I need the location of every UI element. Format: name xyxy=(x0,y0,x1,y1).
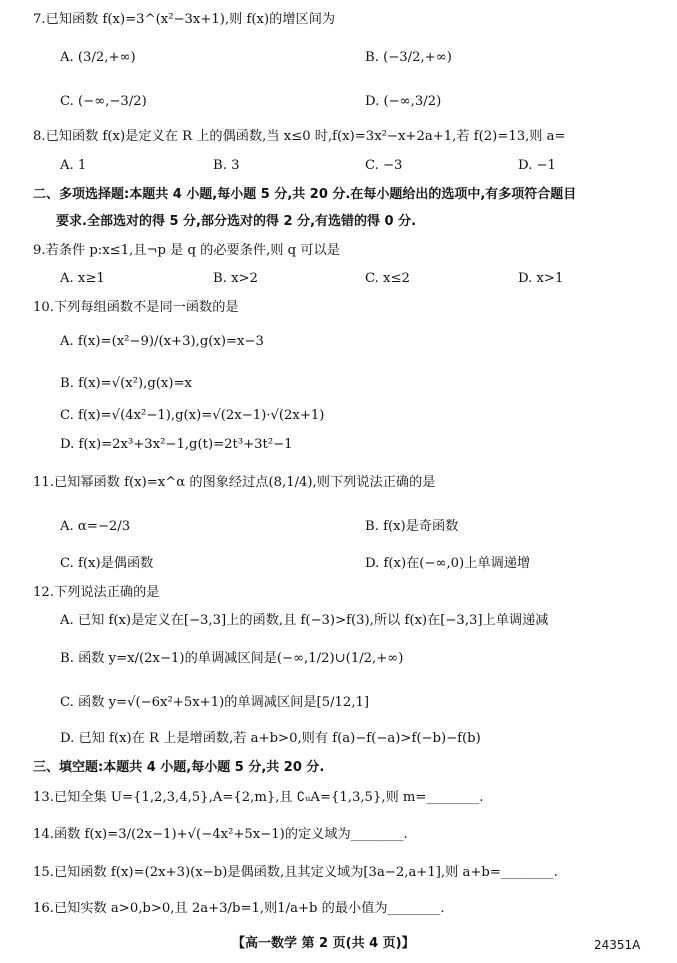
q11-option-c: C. f(x)是偶函数 xyxy=(60,556,154,571)
q12-option-b: B. 函数 y=x/(2x−1)的单调减区间是(−∞,1/2)∪(1/2,+∞) xyxy=(60,651,404,666)
q10-option-a: A. f(x)=(x²−9)/(x+3),g(x)=x−3 xyxy=(60,334,264,349)
q7-option-a: A. (3/2,+∞) xyxy=(60,50,136,65)
q12-stem: 12.下列说法正确的是 xyxy=(33,585,160,600)
section2-heading-line1: 二、多项选择题:本题共 4 小题,每小题 5 分,共 20 分.在每小题给出的选项中,有多项符合题目 xyxy=(33,187,577,202)
q8-option-a: A. 1 xyxy=(60,158,87,173)
q8-option-c: C. −3 xyxy=(365,158,403,173)
q14-text: 14.函数 f(x)=3/(2x−1)+√(−4x²+5x−1)的定义域为________. xyxy=(33,827,408,842)
section2-heading-line2: 要求.全部选对的得 5 分,部分选对的得 2 分,有选错的得 0 分. xyxy=(56,214,417,229)
q11-option-a: A. α=−2/3 xyxy=(60,519,131,534)
q9-option-c: C. x≤2 xyxy=(365,271,410,286)
q7-option-c: C. (−∞,−3/2) xyxy=(60,94,147,109)
q13-text: 13.已知全集 U={1,2,3,4,5},A={2,m},且 ∁ᵤA={1,3,5},则 m=________. xyxy=(33,790,484,805)
q10-option-b: B. f(x)=√(x²),g(x)=x xyxy=(60,376,192,391)
q12-option-c: C. 函数 y=√(−6x²+5x+1)的单调减区间是[5/12,1] xyxy=(60,695,370,710)
q9-option-b: B. x>2 xyxy=(213,271,258,286)
q16-text: 16.已知实数 a>0,b>0,且 2a+3/b=1,则1/a+b 的最小值为________. xyxy=(33,901,445,916)
q9-option-d: D. x>1 xyxy=(518,271,564,286)
q9-option-a: A. x≥1 xyxy=(60,271,105,286)
page-footer-code: 24351A xyxy=(594,938,641,952)
q12-option-d: D. 已知 f(x)在 R 上是增函数,若 a+b>0,则有 f(a)−f(−a)>f(−b)−f(b) xyxy=(60,731,481,746)
q10-option-c: C. f(x)=√(4x²−1),g(x)=√(2x−1)·√(2x+1) xyxy=(60,408,325,423)
q11-option-d: D. f(x)在(−∞,0)上单调递增 xyxy=(365,556,531,571)
q9-stem: 9.若条件 p:x≤1,且¬p 是 q 的必要条件,则 q 可以是 xyxy=(33,243,340,258)
q10-option-d: D. f(x)=2x³+3x²−1,g(t)=2t³+3t²−1 xyxy=(60,437,293,452)
q8-option-d: D. −1 xyxy=(518,158,556,173)
q11-option-b: B. f(x)是奇函数 xyxy=(365,519,459,534)
section3-heading: 三、填空题:本题共 4 小题,每小题 5 分,共 20 分. xyxy=(33,760,325,775)
q10-stem: 10.下列每组函数不是同一函数的是 xyxy=(33,300,239,315)
q7-option-b: B. (−3/2,+∞) xyxy=(365,50,452,65)
q8-stem: 8.已知函数 f(x)是定义在 R 上的偶函数,当 x≤0 时,f(x)=3x²−x+2a+1,若 f(2)=13,则 a= xyxy=(33,129,566,144)
page-footer-label: 【高一数学 第 2 页(共 4 页)】 xyxy=(232,936,415,951)
q11-stem: 11.已知幂函数 f(x)=x^α 的图象经过点(8,1/4),则下列说法正确的是 xyxy=(33,475,436,490)
q8-option-b: B. 3 xyxy=(213,158,240,173)
q7-option-d: D. (−∞,3/2) xyxy=(365,94,442,109)
q15-text: 15.已知函数 f(x)=(2x+3)(x−b)是偶函数,且其定义域为[3a−2,a+1],则 a+b=________. xyxy=(33,865,558,880)
q12-option-a: A. 已知 f(x)是定义在[−3,3]上的函数,且 f(−3)>f(3),所以 f(x)在[−3,3]上单调递减 xyxy=(60,613,549,628)
q7-stem: 7.已知函数 f(x)=3^(x²−3x+1),则 f(x)的增区间为 xyxy=(33,12,336,27)
